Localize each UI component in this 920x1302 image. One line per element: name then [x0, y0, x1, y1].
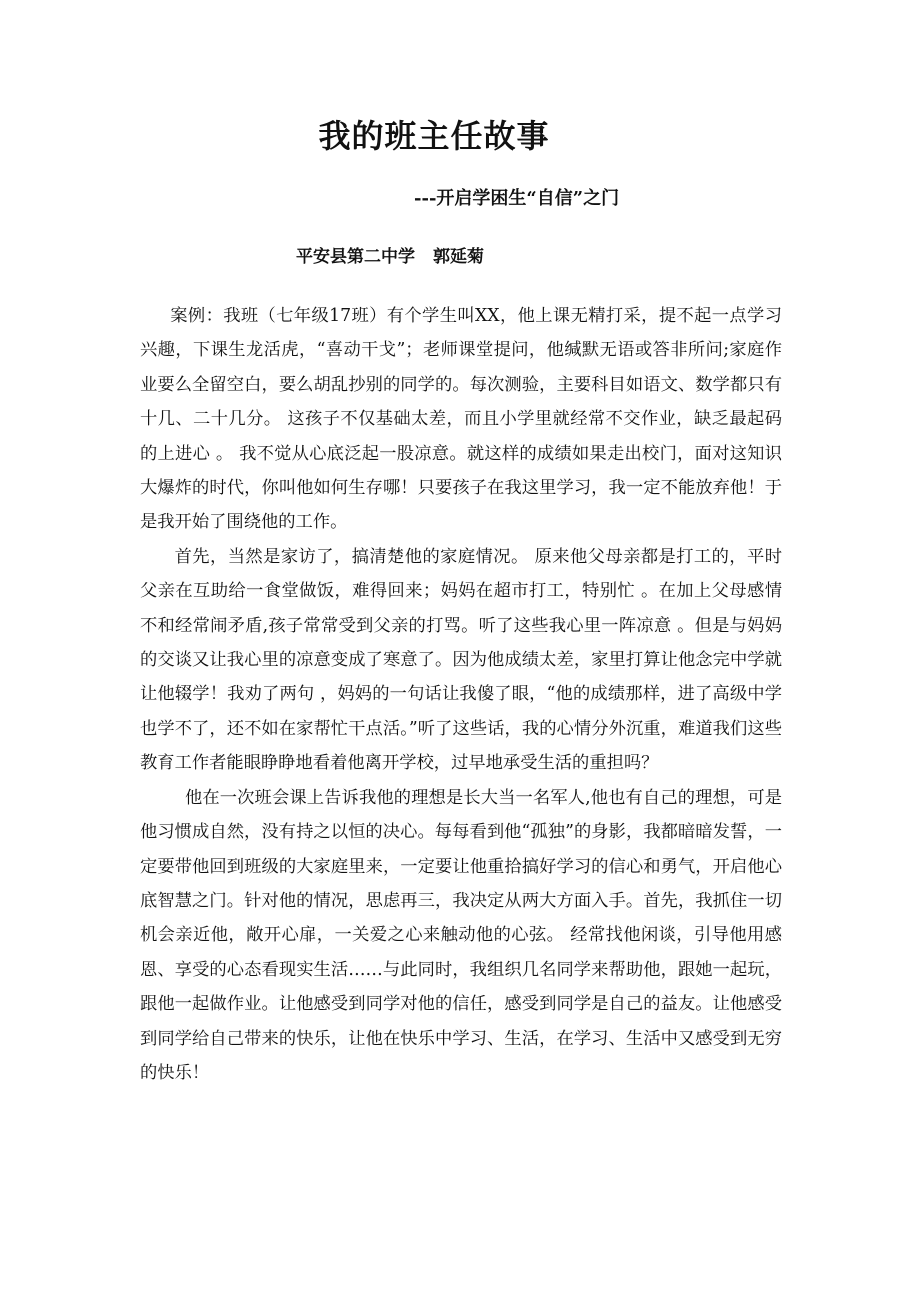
author-name: 郭延菊 — [433, 247, 484, 267]
paragraph-case: 案例：我班（七年级17班）有个学生叫XX，他上课无精打采，提不起一点学习兴趣，下课生龙活虎，“喜动干戈”；老师课堂提问，他缄默无语或答非所问;家庭作业要么全留空白，要么胡乱抄别的同学的。每次测验，主要科目如语文、数学都只有十几、二十几分。 这孩子不仅基础太差，而且小学里就经常不交作业，缺乏最起码的上进心 。 我不觉从心底泛起一股凉意。就这样的成绩如果走出校门，面对这知识大爆炸的时代，你叫他如何生存哪！只要孩子在我这里学习，我一定不能放弃他！于是我开始了围绕他的工作。 — [140, 306, 782, 533]
author-line — [296, 242, 484, 272]
document-body — [140, 299, 782, 1090]
paragraph-home-visit: 首先，当然是家访了，搞清楚他的家庭情况。 原来他父母亲都是打工的，平时父亲在互助给一食堂做饭，难得回来；妈妈在超市打工，特别忙 。在加上父母感情不和经常闹矛盾,孩子常常受到父亲的打骂。听了这些我心里一阵凉意 。但是与妈妈的交谈又让我心里的凉意变成了寒意了。因为他成绩太差，家里打算让他念完中学就让他辍学！我劝了两句 ，妈妈的一句话让我傻了眼，“他的成绩那样，进了高级中学也学不了，还不如在家帮忙干点活。”听了这些话，我的心情分外沉重，难道我们这些教育工作者能眼睁睁地看着他离开学校，过早地承受生活的重担吗？ — [140, 546, 782, 774]
document-title: 我的班主任故事 — [318, 117, 550, 155]
document-subtitle: ---开启学困生“自信”之门 — [414, 188, 620, 209]
paragraph-approach: 他在一次班会课上告诉我他的理想是长大当一名军人,他也有自己的理想，可是他习惯成自然，没有持之以恒的决心。每每看到他“孤独”的身影，我都暗暗发誓，一定要带他回到班级的大家庭里来，一定要让他重拾搞好学习的信心和勇气，开启他心底智慧之门。针对他的情况，思虑再三，我决定从两大方面入手。首先，我抓住一切机会亲近他，敞开心扉，一关爱之心来触动他的心弦。 经常找他闲谈，引导他用感恩、享受的心态看现实生活……与此同时，我组织几名同学来帮助他，跟她一起玩，跟他一起做作业。让他感受到同学对他的信任，感受到同学是自己的益友。让他感受到同学给自己带来的快乐，让他在快乐中学习、生活，在学习、生活中又感受到无穷的快乐！ — [140, 787, 782, 1083]
author-school: 平安县第二中学 — [296, 247, 415, 267]
